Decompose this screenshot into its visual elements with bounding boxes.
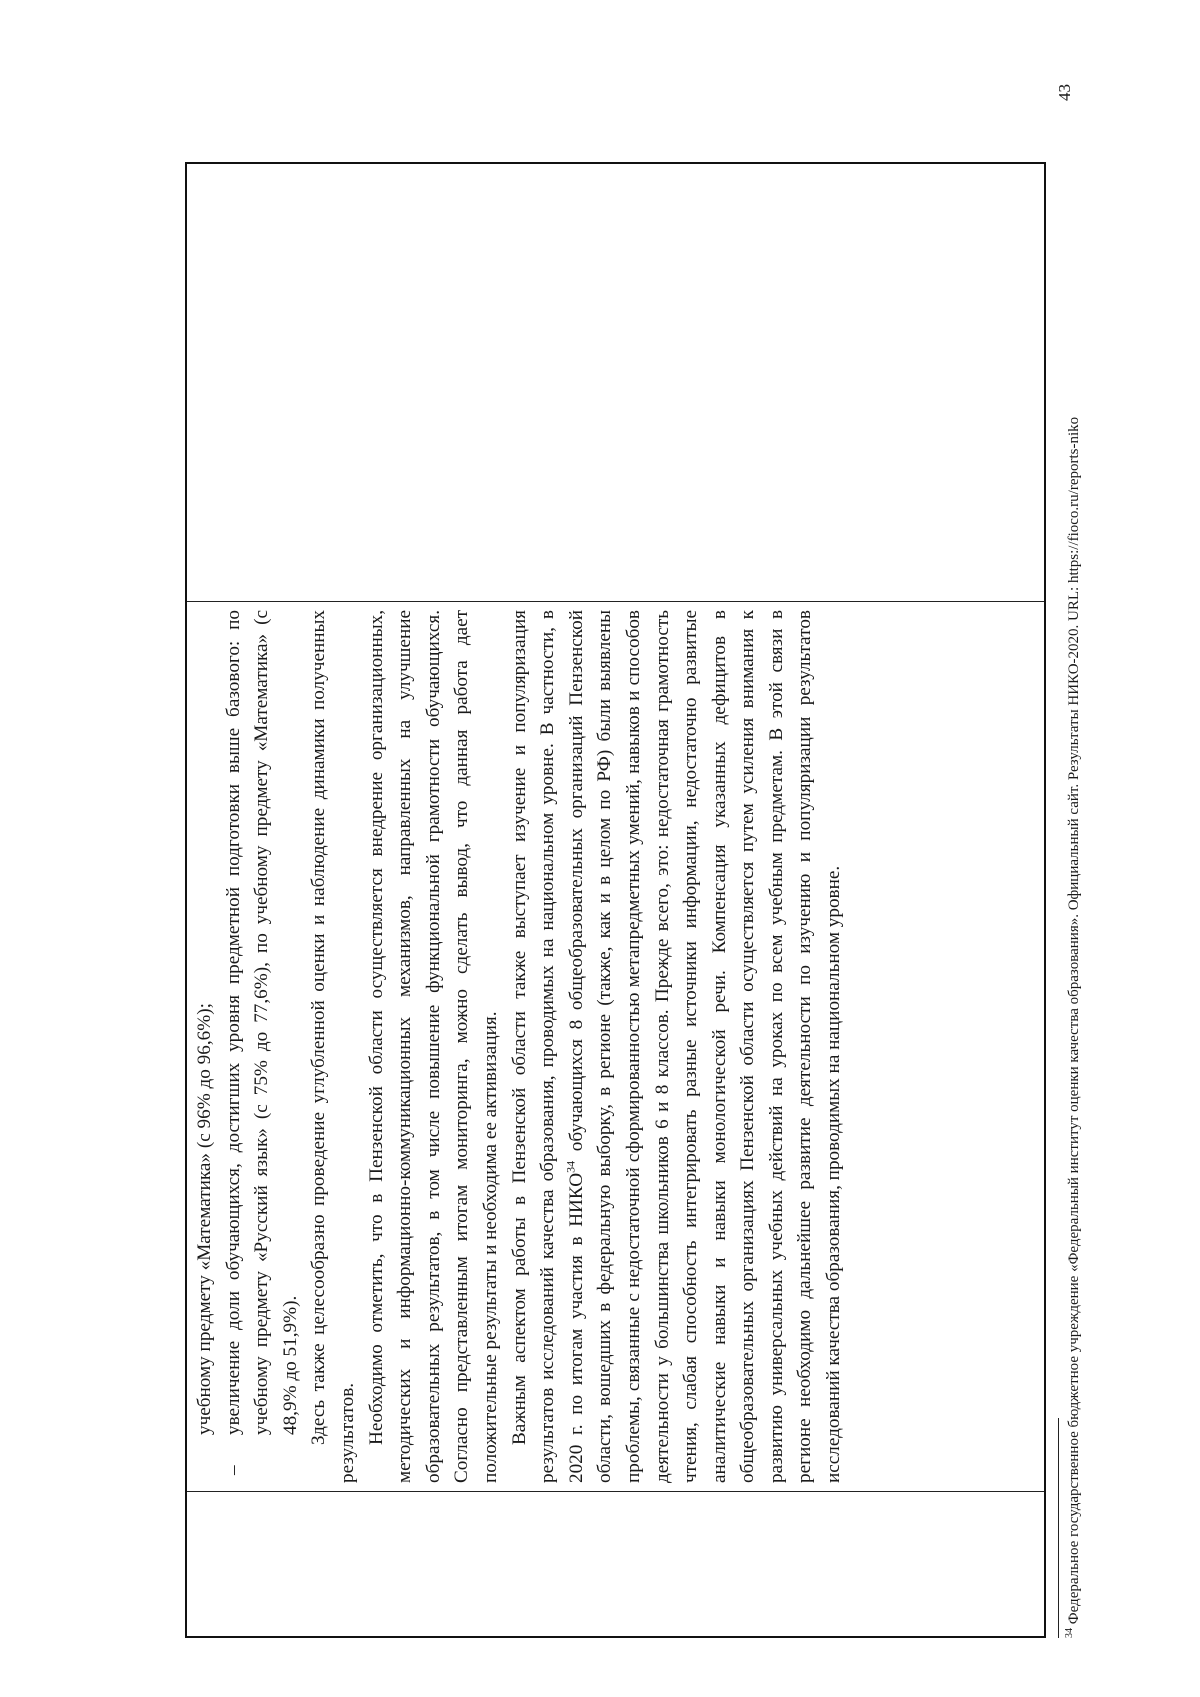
page-number: 43: [1055, 84, 1074, 101]
paragraph-continuation: учебному предмету «Математика» (с 96% до 96,6%);: [194, 1003, 215, 1435]
paragraph: Важным аспектом работы в Пензенской области также выступает изучение и популяризация результатов исследований качества образования, проводимых на национальном уровне. В частности, в 2020 г. по итогам участия в НИКО$^{34}$ обучающихся 8 общеобразовательных организаций Пензенской области, вошедших в федеральную выборку, в регионе (также, как и в целом по РФ) были выявлены проблемы, связанные с недостаточной сформированностью метапредметных умений, навыков и способов деятельности у большинства школьников 6 и 8 классов. Прежде всего, это: недостаточная грамотность чтения, слабая способность интегрировать разные источники информации, недостаточно развитые аналитические навыки и навыки монологической речи. Компенсация указанных дефицитов в общеобразовательных организациях Пензенской области осуществляется путем усиления внимания к развитию универсальных учебных действий на уроках по всем учебным предметам. В этой связи в регионе необходимо дальнейшее развитие деятельности по изучению и популяризации результатов исследований качества образования, проводимых на национальном уровне.: [508, 610, 845, 1483]
content-table: [185, 162, 1046, 1638]
footnote-separator: [1058, 1418, 1059, 1638]
footnote-marker: 34: [1064, 1628, 1075, 1638]
paragraph: Необходимо отметить, что в Пензенской области осуществляется внедрение организационных, методических и информационно-коммуникационных механизмов, направленных на улучшение образовательных результатов, в том числе повышение функциональной грамотности обучающихся. Согласно представленным итогам мониторинга, можно сделать вывод, что данная работа дает положительные результаты и необходима ее активизация.: [365, 610, 501, 1483]
footnote: [1064, 162, 1084, 1638]
table-cell-text: [187, 601, 1044, 1491]
footnote-reference: 34: [563, 1160, 578, 1173]
dash-marker: –: [222, 1465, 244, 1475]
footnote-text: Федеральное государственное бюджетное учреждение «Федеральный институт оценки качества образования». Официальный сайт. Результаты НИКО-2020. URL: https://fioco.ru/reports-niko: [1066, 416, 1082, 1625]
paragraph: Здесь также целесообразно проведение углубленной оценки и наблюдение динамики полученных результатов.: [308, 610, 358, 1483]
list-item-dash: – увеличение доли обучающихся, достигших уровня предметной подготовки выше базового: по учебному предмету «Русский язык» (с 75% до 77,6%), по учебному предмету «Математика» (с 48,9% до 51,9%).: [220, 610, 306, 1483]
table-cell-right: [187, 164, 1044, 601]
page-content: [100, 28, 1100, 1668]
table-cell-left: [187, 1491, 1044, 1636]
